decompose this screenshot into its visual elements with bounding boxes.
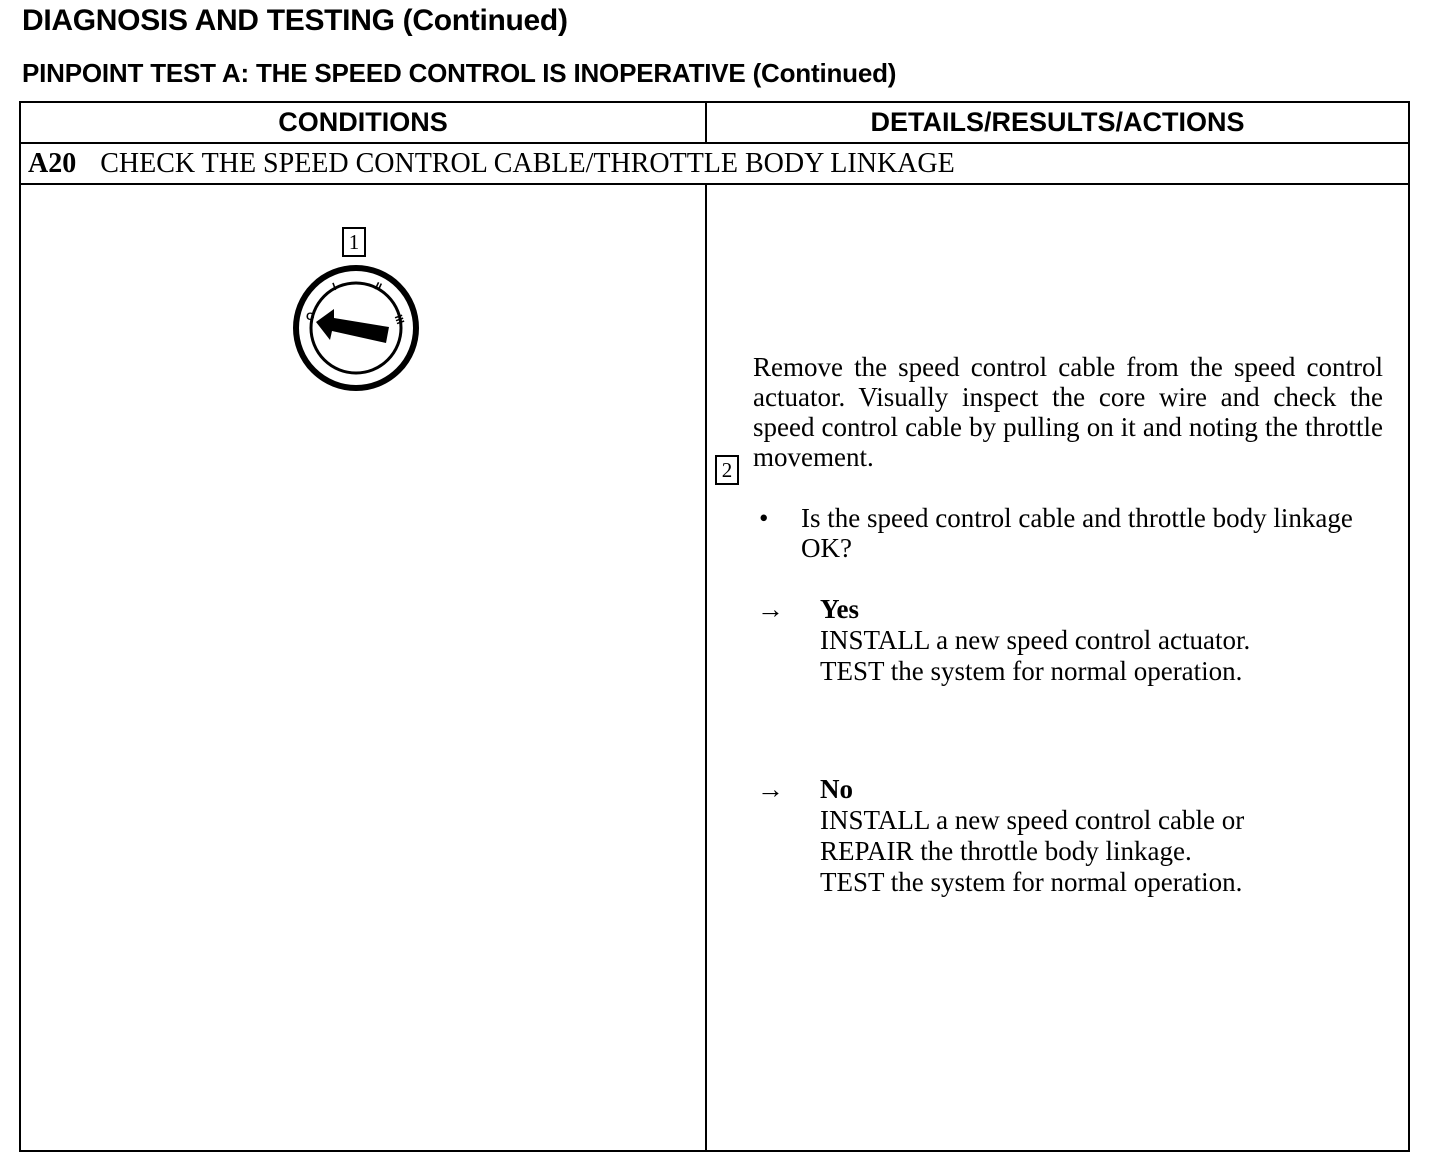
result-yes-label: Yes [820, 594, 859, 624]
result-yes-action-1: INSTALL a new speed control actuator. [820, 625, 1251, 655]
conditions-column-header: CONDITIONS [278, 107, 448, 137]
question-text: Is the speed control cable and throttle body linkage OK? [801, 503, 1353, 563]
result-no-action-1: INSTALL a new speed control cable or [820, 805, 1245, 835]
step-divider [21, 183, 1408, 185]
details-column-header: DETAILS/RESULTS/ACTIONS [870, 107, 1245, 137]
reference-box-2: 2 [715, 455, 739, 485]
arrow-right-icon: → [757, 594, 784, 624]
ignition-switch-off-icon [291, 263, 421, 393]
reference-box-1: 1 [342, 227, 366, 257]
result-no-action-2: REPAIR the throttle body linkage. [820, 836, 1192, 866]
page-title: DIAGNOSIS AND TESTING (Continued) [22, 4, 568, 37]
bullet-icon: • [759, 503, 769, 533]
step-id: A20 [28, 148, 77, 179]
result-no-label: No [820, 774, 853, 804]
instruction-text: Remove the speed control cable from the speed control actuator. Visually inspect the core wire and check the speed control cable by pulling on it and noting the throttle movement. [753, 352, 1383, 472]
dial-label-1: I [331, 280, 339, 294]
dial-label-0: O [306, 311, 315, 323]
step-row [21, 144, 1408, 183]
dial-label-3: III [391, 313, 407, 326]
result-yes-action-2: TEST the system for normal operation. [820, 656, 1243, 686]
arrow-right-icon: → [757, 774, 784, 804]
dial-label-2: II [372, 280, 384, 294]
pinpoint-test-title: PINPOINT TEST A: THE SPEED CONTROL IS INOPERATIVE (Continued) [22, 58, 897, 88]
column-divider [705, 103, 707, 1150]
result-no-action-3: TEST the system for normal operation. [820, 867, 1243, 897]
step-title: CHECK THE SPEED CONTROL CABLE/THROTTLE BODY LINKAGE [100, 148, 955, 179]
